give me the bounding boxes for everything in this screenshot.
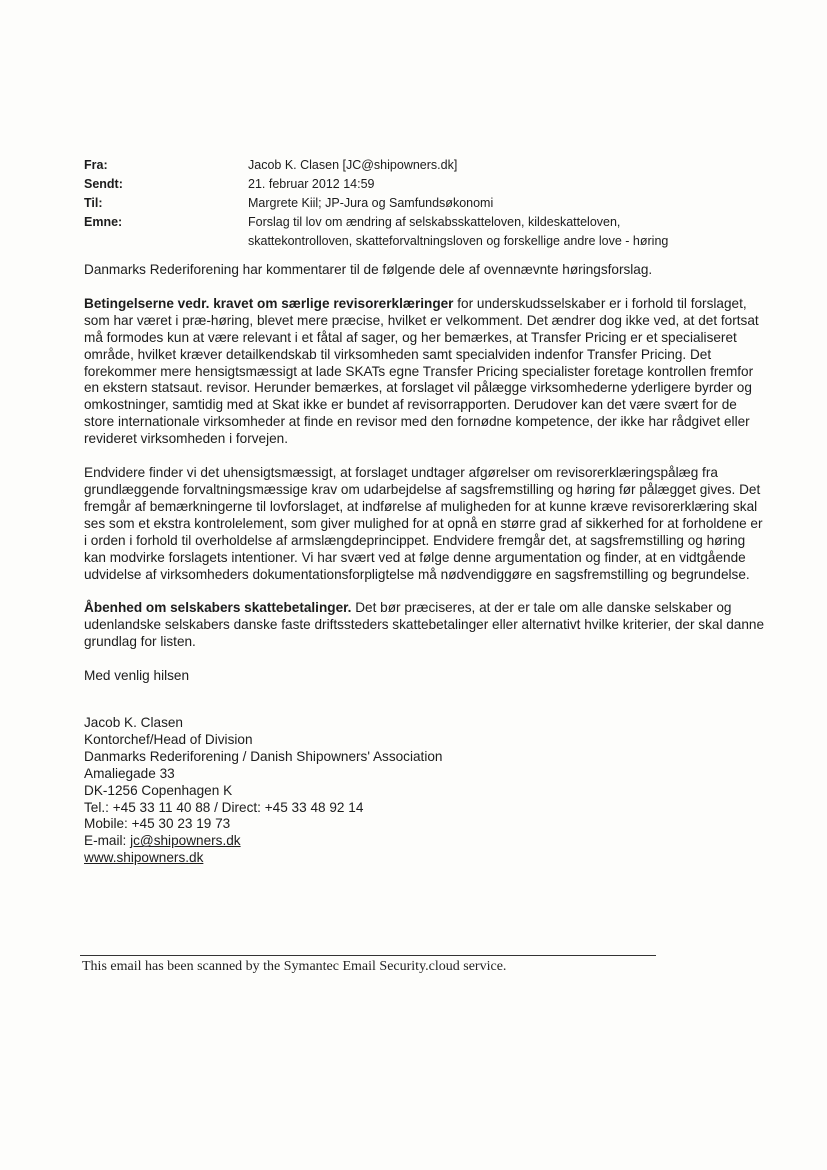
footer-divider: [80, 955, 656, 956]
sent-row: [84, 175, 764, 194]
subject-line-1: Forslag til lov om ændring af selskabsskatteloven, kildeskatteloven,: [248, 215, 621, 229]
signature-title: Kontorchef/Head of Division: [84, 731, 253, 747]
from-label: Fra:: [84, 158, 108, 172]
paragraph-aabenhed-heading: Åbenhed om selskabers skattebetalinger.: [84, 600, 352, 616]
signature-email-row: [84, 833, 769, 850]
paragraph-revisor-text: for underskudsselskaber er i forhold til forslaget, som har været i præ-høring, blevet mere præcise, hvilket er velkomment. Det ændrer dog ikke ved, at det fortsat må formodes kun at være relevant i et fåtal af sager, og her bemærkes, at Transfer Pricing er et specialiseret område, hvilket kræver detailkendskab til virksomheden samt specialviden indenfor Transfer Pricing. Det forekommer mere hensigtsmæssigt at lade SKATs egne Transfer Pricing specialister foretage kontrollen fremfor en ekstern statsaut. revisor. Herunder bemærkes, at forslaget vil pålægge virksomhederne yderligere byrder og omkostninger, samtidig med at Skat ikke er bundet af revisorrapporten. Derudover kan det være svært for de store internationale virksomheder at finde en revisor med den fornødne kompetence, der ikke har rådgivet eller revideret virksomheden i forvejen.: [84, 295, 759, 447]
to-value: Margrete Kiil; JP-Jura og Samfundsøkonomi: [248, 196, 494, 210]
signature-block: [84, 715, 769, 867]
subject-value: [248, 213, 764, 251]
paragraph-aabenhed: [84, 600, 769, 651]
paragraph-forvaltning: Endvidere finder vi det uhensigtsmæssigt, at forslaget undtager afgørelser om revisorerklæringspålæg fra grundlæggende forvaltningsmæssige krav om udarbejdelse af sagsfremstilling og høring før pålægget gives. Det fremgår af bemærkningerne til lovforslaget, at indførelse af muligheden for at kunne kræve revisorerklæring skal ses som et ekstra kontrolelement, som giver mulighed for at opnå en større grad af sikkerhed for at forholdene er i orden i forhold til overholdelse af armslængdeprincippet. Endvidere fremgår det, at sagsfremstilling og høring kan modvirke forslagets intentioner. Vi har svært ved at følge denne argumentation og finder, at en vidtgående udvidelse af virksomheders dokumentationsforpligtelse må nødvendiggøre en sagsfremstilling og begrundelse.: [84, 465, 763, 582]
subject-label: Emne:: [84, 215, 123, 229]
to-row: [84, 194, 764, 213]
letter-body: [84, 262, 769, 867]
signature-org: Danmarks Rederiforening / Danish Shipowners' Association: [84, 748, 443, 764]
closing: Med venlig hilsen: [84, 668, 190, 684]
signature-street: Amaliegade 33: [84, 765, 175, 781]
signature-phone: Tel.: +45 33 11 40 88 / Direct: +45 33 48 92 14: [84, 799, 364, 815]
from-row: [84, 156, 764, 175]
signature-name: Jacob K. Clasen: [84, 715, 183, 731]
sent-value: 21. februar 2012 14:59: [248, 177, 375, 191]
sent-label: Sendt:: [84, 177, 123, 191]
paragraph-aabenhed-text: Det bør præciseres, at der er tale om alle danske selskaber og udenlandske selskabers danske faste driftssteders skattebetalinger eller alternativt hvilke kriterier, der skal danne grundlag for listen.: [84, 600, 765, 650]
email-header: [84, 156, 764, 251]
paragraph-revisor-heading: Betingelserne vedr. kravet om særlige revisorerklæringer: [84, 295, 454, 311]
to-label: Til:: [84, 196, 103, 210]
subject-row: [84, 213, 764, 251]
intro-paragraph: Danmarks Rederiforening har kommentarer til de følgende dele af ovennævnte høringsforslag.: [84, 262, 653, 277]
scan-notice: This email has been scanned by the Symantec Email Security.cloud service.: [82, 959, 507, 974]
signature-email-label: E-mail:: [84, 833, 131, 849]
paragraph-revisor: [84, 296, 769, 448]
signature-email-link[interactable]: jc@shipowners.dk: [130, 833, 241, 849]
signature-city: DK-1256 Copenhagen K: [84, 782, 233, 798]
signature-website-link[interactable]: www.shipowners.dk: [84, 850, 204, 866]
signature-mobile: Mobile: +45 30 23 19 73: [84, 816, 231, 832]
from-value: Jacob K. Clasen [JC@shipowners.dk]: [248, 158, 458, 172]
subject-line-2: skattekontrolloven, skatteforvaltningsloven og forskellige andre love - høring: [248, 234, 669, 248]
